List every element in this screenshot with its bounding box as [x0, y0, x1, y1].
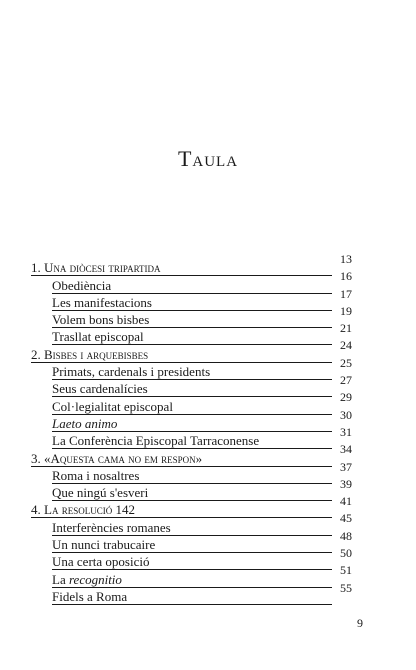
table-of-contents — [0, 252, 416, 605]
toc-entry-label — [52, 573, 122, 587]
toc-entry-label: Un nunci trabucaire — [52, 537, 156, 553]
toc-entry-label: Les manifestacions — [52, 294, 152, 310]
toc-page-number: 21 — [340, 321, 352, 336]
toc-page-number: 25 — [340, 355, 352, 370]
toc-page-number: 19 — [340, 303, 352, 318]
toc-leader-rule — [52, 604, 332, 605]
page-number: 9 — [357, 616, 363, 630]
toc-entry-label: Col·legialitat episcopal — [52, 398, 173, 414]
toc-page-number: 31 — [340, 424, 352, 439]
toc-page-number: 39 — [340, 476, 352, 491]
page-title: Taula — [177, 146, 239, 171]
toc-entry-label: Trasllat episcopal — [52, 329, 144, 345]
toc-entry-label: 1. Una diòcesi tripartida — [31, 260, 161, 276]
toc-page-number: 41 — [340, 494, 352, 509]
toc-entry-label: 2. Bisbes i arquebisbes — [31, 346, 149, 362]
toc-page-number: 24 — [340, 338, 352, 353]
toc-page-number: 34 — [340, 442, 352, 457]
toc-entry-label-italic: recognitio — [68, 571, 122, 587]
toc-page-number: 17 — [340, 286, 352, 301]
toc-entry-label: Laeto animo — [52, 415, 118, 431]
toc-entry-label: Roma i nosaltres — [52, 467, 140, 483]
toc-entry-label: Primats, cardenals i presidents — [52, 364, 211, 380]
toc-page-number: 37 — [340, 459, 352, 474]
toc-entry-label: La Conferència Episcopal Tarraconense — [52, 433, 260, 449]
toc-entry-label: Interferències romanes — [52, 519, 171, 535]
toc-page-number: 30 — [340, 407, 352, 422]
toc-section-entry — [0, 580, 416, 605]
toc-page-number: 50 — [340, 546, 352, 561]
toc-entry-label: 3. «Aquesta cama no em respon» — [31, 450, 203, 466]
toc-entry-label: 4. La resolució 142 — [31, 502, 135, 518]
toc-entry-label: Obediència — [52, 277, 112, 293]
toc-entry-label: Fidels a Roma — [52, 588, 128, 604]
toc-entry-label: Seus cardenalícies — [52, 381, 148, 397]
toc-page-number: 13 — [340, 252, 352, 266]
toc-page-number: 29 — [340, 390, 352, 405]
toc-entry-label: Que ningú s'esveri — [52, 485, 149, 501]
toc-entry-label: Volem bons bisbes — [52, 312, 150, 328]
toc-page-number: 48 — [340, 528, 352, 543]
toc-entry-label-prefix: La — [52, 571, 69, 587]
toc-page-number: 51 — [340, 563, 352, 578]
toc-page-number: 55 — [340, 580, 352, 595]
toc-page-number: 45 — [340, 511, 352, 526]
toc-entry-label: Una certa oposició — [52, 554, 150, 570]
toc-page-number: 27 — [340, 373, 352, 388]
toc-page-number: 16 — [340, 269, 352, 284]
